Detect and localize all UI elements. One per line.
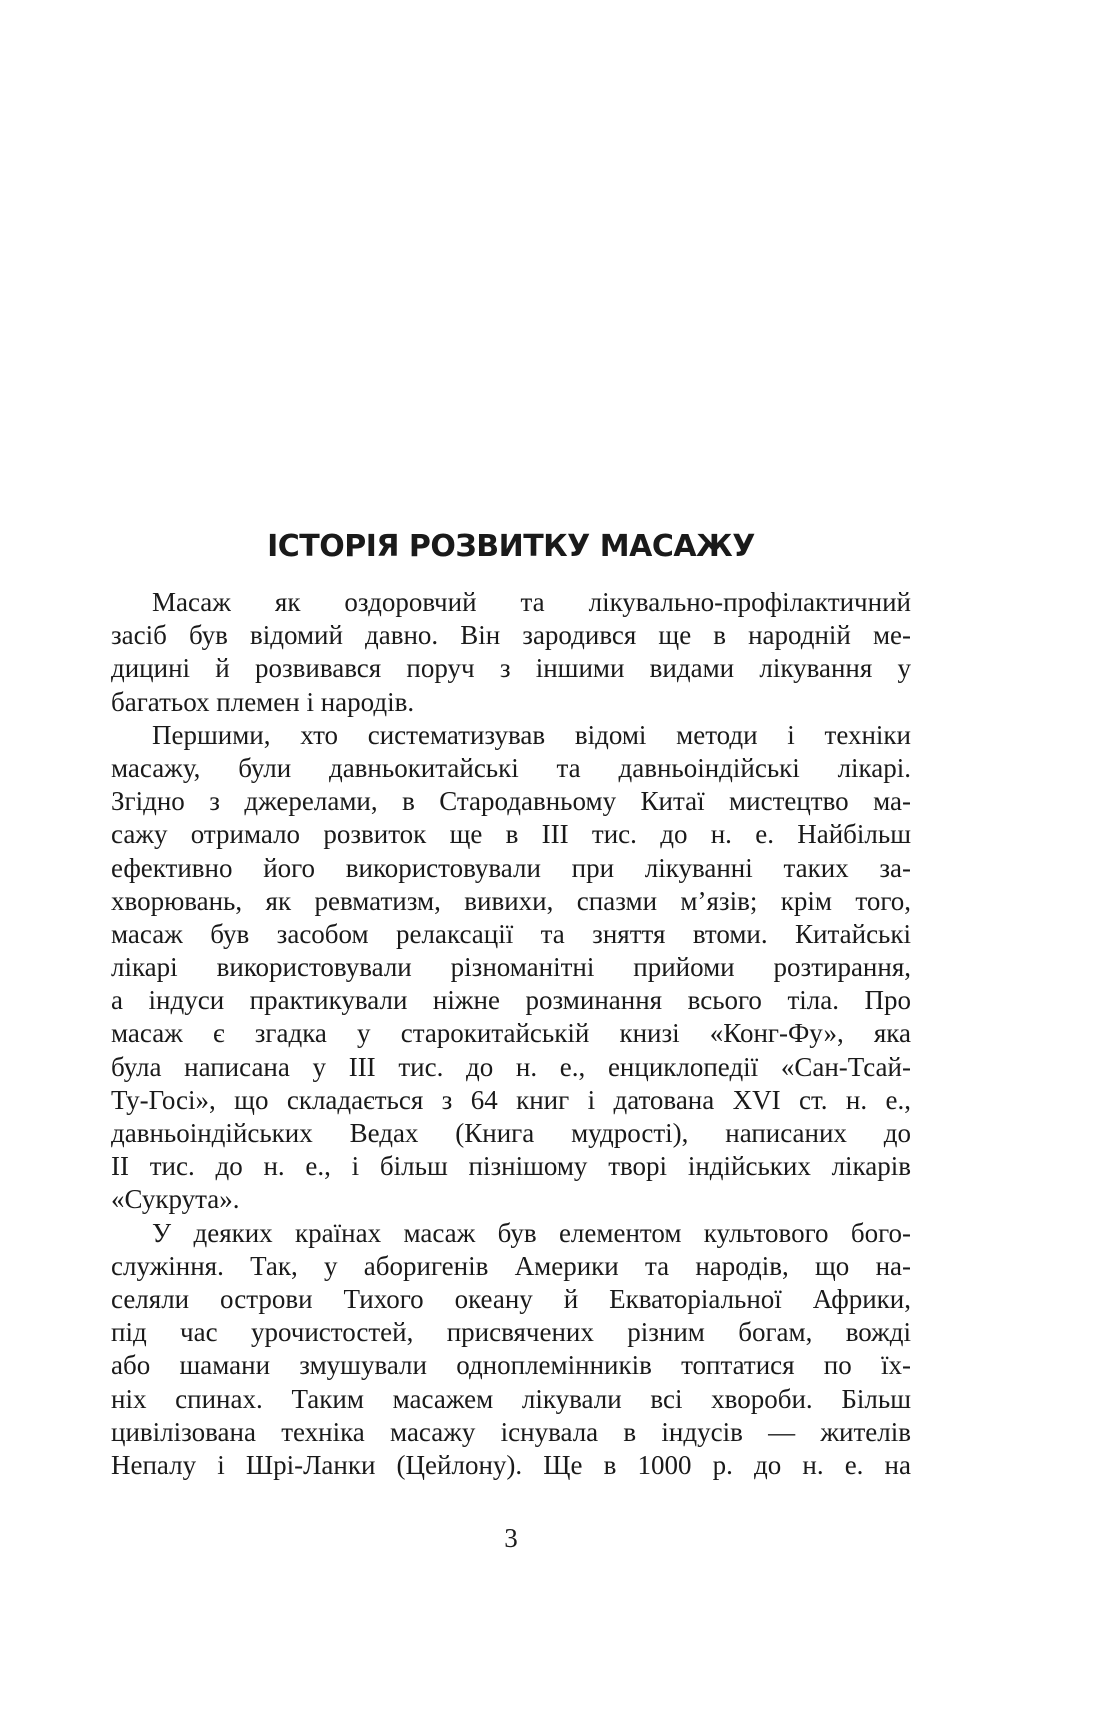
text-line: У деяких країнах масаж був елементом культового бого- [152, 1217, 911, 1248]
text-line: масаж був засобом релаксації та зняття втоми. Китайські [111, 918, 911, 949]
text-line: багатьох племен і народів. [111, 686, 415, 717]
text-line: II тис. до н. е., і більш пізнішому творі індійських лікарів [111, 1151, 911, 1182]
text-line: ніх спинах. Таким масажем лікували всі хвороби. Більш [111, 1383, 911, 1414]
text-line: «Сукрута». [111, 1184, 240, 1215]
text-line: Масаж як оздоровчий та лікувально-профілактичний [152, 587, 911, 617]
text-line: засіб був відомий давно. Він зародився ще в народній ме- [111, 620, 911, 651]
text-line: ефективно його використовували при лікуванні таких за- [111, 852, 911, 883]
text-line: селяли острови Тихого океану й Екваторіальної Африки, [111, 1283, 911, 1314]
body-text [111, 586, 911, 1482]
text-line: Першими, хто систематизував відомі методи і техніки [152, 719, 911, 750]
text-line: хворювань, як ревматизм, вивихи, спазми м’язів; крім того, [111, 885, 911, 916]
text-line: сажу отримало розвиток ще в III тис. до н. е. Найбільш [111, 819, 911, 850]
text-line: була написана у III тис. до н. е., енциклопедії «Сан-Тсай- [111, 1051, 911, 1082]
text-line: під час урочистостей, присвячених різним богам, вожді [111, 1317, 911, 1348]
text-line: Ту-Госі», що складається з 64 книг і датована XVI ст. н. е., [111, 1084, 911, 1115]
text-line: давньоіндійських Ведах (Книга мудрості), написаних до [111, 1118, 911, 1148]
book-page [111, 0, 911, 1732]
page-number: 3 [504, 1523, 518, 1553]
paragraph-1 [111, 586, 911, 719]
paragraph-2 [111, 719, 911, 1217]
text-line: масаж є згадка у старокитайській книзі «Конг-Фу», яка [111, 1018, 911, 1049]
text-line: цивілізована техніка масажу існувала в індусів — жителів [111, 1416, 911, 1447]
text-line: або шамани змушували одноплемінників топтатися по їх- [111, 1350, 911, 1381]
text-line: а індуси практикували ніжне розминання всього тіла. Про [111, 985, 911, 1016]
text-line: Непалу і Шрі-Ланки (Цейлону). Ще в 1000 р. до н. е. на [111, 1449, 911, 1480]
chapter-title: ІСТОРІЯ РОЗВИТКУ МАСАЖУ [267, 529, 755, 564]
text-line: Згідно з джерелами, в Стародавньому Китаї мистецтво ма- [111, 786, 911, 817]
text-line: масажу, були давньокитайські та давньоіндійські лікарі. [111, 752, 911, 783]
paragraph-3 [111, 1217, 911, 1483]
text-line: служіння. Так, у аборигенів Америки та народів, що на- [111, 1250, 911, 1281]
text-line: дицині й розвивався поруч з іншими видами лікування у [111, 653, 911, 684]
text-line: лікарі використовували різноманітні прийоми розтирання, [111, 952, 911, 983]
